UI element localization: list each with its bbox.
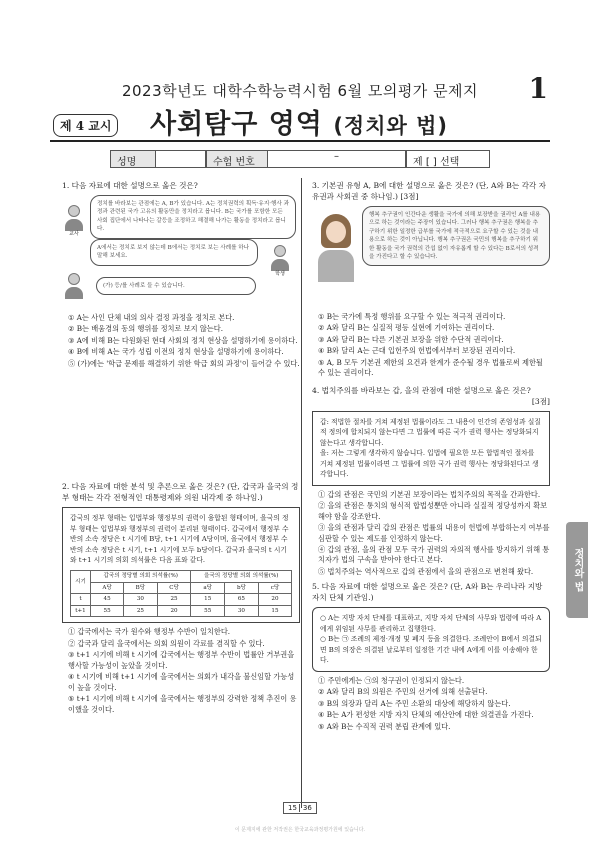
q2-box-text: 갑국의 정부 형태는 입법부와 행정부의 권력이 융합된 형태이며, 을국의 정부 형태는 입법부와 행정부의 권력이 분리된 형태이다. 갑국에서 행정부 수반의 소속 정당은 t 시기에 B당, t+1 시기에 A당이며, 을국에서 행정부 수반의 소속 정당은 t 시기, t+1 시기에 모두 b당이다. 갑국과 을국의 t 시기와 t+1 시기의 의회 의석률은 다음 표와 같다. [70, 514, 289, 565]
teacher-figure [64, 205, 84, 237]
page-current: 15 [288, 804, 297, 812]
table-cell: 30 [124, 594, 157, 606]
table-cell: 55 [191, 605, 224, 617]
q1-bubble-1: 정치를 바라보는 관점에는 A, B가 있습니다. A는 정치권력의 획득·유지·행사 과정과 관련된 국가 고유의 활동만을 정치라고 봅니다. B는 국가를 포함한 모든 사회 집단에서 나타나는 갈등을 조정하고 해결해 나가는 활동을 정치라고 봅니다. [90, 195, 296, 239]
q1-option[interactable]: ③ A에 비해 B는 다원화된 현대 사회의 정치 현상을 설명하기에 용이하다. [68, 335, 298, 345]
column-divider [301, 178, 302, 808]
table-header: c당 [258, 582, 291, 594]
q2-box [62, 507, 300, 623]
period-badge: 제 4 교시 [53, 114, 118, 137]
q1-option[interactable]: ④ B에 비해 A는 국가 성립 이전의 정치 현상을 설명하기에 용이하다. [68, 347, 284, 357]
presenter-figure [316, 214, 356, 284]
table-cell: 25 [157, 594, 191, 606]
q3-option[interactable]: ① B는 국가에 특정 행위를 요구할 수 있는 적극적 권리이다. [318, 312, 506, 321]
question-1 [62, 180, 300, 369]
header-rule [50, 140, 550, 142]
question-2 [62, 481, 300, 715]
student-figure [270, 245, 290, 277]
subject-main: 사회탐구 영역 [150, 109, 323, 140]
table-group-header: 을국의 정당별 의회 의석률(%) [191, 570, 292, 582]
q4-option[interactable]: ② 을의 관점은 통치의 형식적 합법성뿐만 아니라 실질적 정당성까지 확보해야 함을 강조한다. [318, 501, 548, 521]
q5-box [312, 607, 550, 672]
q1-option[interactable]: ① A는 사인 단체 내의 의사 결정 과정을 정치로 본다. [68, 313, 235, 322]
q3-option[interactable]: ③ A와 달리 B는 다른 기본권 보장을 위한 수단적 권리이다. [318, 334, 504, 344]
q3-scene [312, 206, 550, 306]
table-header: C당 [157, 582, 191, 594]
question-5 [312, 581, 550, 732]
q5-option[interactable]: ③ B의 의장과 달리 A는 주민 소환의 대상에 해당하지 않는다. [318, 698, 511, 708]
choice-label: 제 [ ] 선택 [406, 150, 490, 168]
q4-option[interactable]: ① 갑의 관점은 국민의 기본권 보장이라는 법치주의의 목적을 간과한다. [318, 489, 541, 499]
table-cell: 55 [90, 605, 123, 617]
teacher-label: 교사 [69, 231, 79, 237]
exam-no-field[interactable] [268, 150, 406, 168]
q3-option[interactable]: ④ B와 달리 A는 근대 입헌주의 헌법에서부터 보장된 권리이다. [318, 346, 516, 356]
table-cell: t [71, 594, 91, 606]
subject-title [150, 102, 448, 141]
q2-option[interactable]: ② 갑국과 달리 을국에서는 의회 의원이 각료를 겸직할 수 있다. [68, 638, 265, 648]
q4-statement-eul: 을: 저는 그렇게 생각하지 않습니다. 입법에 필요한 모든 합법적인 절차를 거쳐 제정된 법률이라면 그 법률에 의한 국가 권력 행사는 정당화된다고 생각합니다. [320, 449, 539, 479]
table-cell: 20 [157, 605, 191, 617]
table-cell: t+1 [71, 605, 91, 617]
student-label: 학생 [275, 271, 285, 277]
q2-option[interactable]: ⑤ t+1 시기에 비해 t 시기에 을국에서는 행정부의 강력한 정책 추진이 용이했을 것이다. [68, 694, 297, 714]
q4-points: [3점] [531, 396, 550, 406]
q3-stem: 3. 기본권 유형 A, B에 대한 설명으로 옳은 것은? (단, A와 B는 각각 자유권과 사회권 중 하나임.) [3점] [312, 181, 546, 201]
page-indicator [283, 802, 317, 814]
q5-option[interactable]: ② A와 달리 B의 의원은 주민의 선거에 의해 선출된다. [318, 687, 488, 697]
q5-option[interactable]: ④ B는 A가 편성한 지방 자치 단체의 예산안에 대한 의결권을 가진다. [318, 710, 534, 720]
teacher-figure-2 [64, 273, 84, 301]
q5-option[interactable]: ⑤ A와 B는 수직적 권력 분립 관계에 있다. [318, 721, 451, 731]
q5-stem: 5. 다음 자료에 대한 설명으로 옳은 것은? (단, A와 B는 우리나라 지방 자치 단체 기관임.) [312, 582, 543, 603]
q4-option[interactable]: ④ 갑의 관점, 을의 관점 모두 국가 권력의 자의적 행사를 방지하기 위해 통치자가 법의 구속을 받아야 한다고 본다. [318, 545, 550, 565]
table-cell: 20 [258, 594, 291, 606]
name-bar [110, 150, 490, 168]
subject-sub: (정치와 법) [333, 114, 448, 138]
name-label: 성명 [110, 150, 156, 168]
table-cell: 65 [224, 594, 258, 606]
q4-box [312, 411, 550, 486]
subject-side-tab: 정치와 법 [566, 522, 588, 618]
name-field[interactable] [156, 150, 206, 168]
table-header: A당 [90, 582, 123, 594]
table-row [71, 594, 292, 606]
table-group-header: 갑국의 정당별 의회 의석률(%) [90, 570, 190, 582]
exam-title: 2023학년도 대학수학능력시험 6월 모의평가 문제지 [121, 82, 479, 100]
q2-stem: 2. 다음 자료에 대한 분석 및 추론으로 옳은 것은? (단, 갑국과 을국의 정부 형태는 각각 전형적인 대통령제와 의원 내각제 중 하나임.) [62, 482, 299, 503]
table-cell: 25 [124, 605, 157, 617]
table-header: B당 [124, 582, 157, 594]
q2-option[interactable]: ① 갑국에서는 국가 원수와 행정부 수반이 일치한다. [68, 627, 231, 637]
table-cell: 15 [258, 605, 291, 617]
table-cell: 45 [90, 594, 123, 606]
table-cell: 15 [191, 594, 224, 606]
copyright-footer: 이 문제지에 관한 저작권은 한국교육과정평가원에 있습니다. [234, 827, 366, 833]
q1-bubble-3: (가) 등/를 사례로 들 수 있습니다. [96, 277, 256, 295]
q4-stem [312, 385, 550, 407]
table-header: b당 [224, 582, 258, 594]
table-cell: 30 [224, 605, 258, 617]
q4-option[interactable]: ⑤ 법치주의는 역사적으로 갑의 관점에서 을의 관점으로 변천해 왔다. [318, 566, 534, 576]
q2-option[interactable]: ④ t 시기에 비해 t+1 시기에 을국에서는 의회가 내각을 불신임할 가능성이 높을 것이다. [68, 672, 295, 692]
q3-bubble: 행복 추구권이 인간다운 생활을 국가에 의해 보장받을 권리인 A를 내용으로 하는 것이라는 주장이 있습니다. 그러나 행복 추구권은 행복을 추구하기 위한 일정한 급부를 국가에 적극적으로 요구할 수 있는 것을 내용으로 하는 것이 아닙니다. 행복 추구권은 국민의 행복을 추구하기 위한 활동을 국가 권력의 간섭 없이 자유롭게 할 수 있다는 B로서의 성격을 가진다고 할 수 있습니다. [362, 206, 550, 266]
q2-table [70, 570, 292, 618]
q1-option[interactable]: ⑤ (가)에는 '학급 문제를 해결하기 위한 학급 회의 과정'이 들어갈 수 있다. [68, 358, 300, 368]
q4-stem-text: 4. 법치주의를 바라보는 갑, 을의 관점에 대한 설명으로 옳은 것은? [312, 385, 531, 395]
q1-scene [62, 195, 300, 307]
table-header: 시기 [71, 570, 91, 593]
right-column [312, 180, 550, 733]
exam-no-label: 수험 번호 [206, 150, 268, 168]
table-header: a당 [191, 582, 224, 594]
q4-statement-gap: 갑: 적법한 절차를 거쳐 제정된 법률이라도 그 내용이 인간의 존엄성과 실질적 정의에 합치되지 않는다면 그 법률에 따른 국가 권력 행사는 정당화되지 않는다고 생각합니다. [320, 417, 541, 447]
left-column [62, 180, 300, 716]
q1-bubble-2: A에서는 정치로 보지 않는데 B에서는 정치로 보는 사례를 하나 말해 보세요. [90, 239, 258, 266]
question-4 [312, 385, 550, 578]
q5-item-b: ○ B는 ㉠ 조례의 제정·개정 및 폐지 등을 의결한다. 조례안이 B에서 의결되면 B의 의장은 의결된 날로부터 일정한 기간 내에 A에게 이를 이송해야 한다. [320, 635, 542, 665]
q3-option[interactable]: ② A와 달리 B는 실질적 평등 실현에 기여하는 권리이다. [318, 323, 495, 333]
q4-option[interactable]: ③ 을의 관점과 달리 갑의 관점은 법률의 내용이 헌법에 부합하는지 여부를 심판할 수 있는 제도를 인정하지 않는다. [318, 523, 550, 543]
page-number: 1 [528, 72, 548, 105]
question-3 [312, 180, 550, 379]
q1-stem: 1. 다음 자료에 대한 설명으로 옳은 것은? [62, 181, 198, 190]
q1-option[interactable]: ② B는 배움경의 동의 행위를 정치로 보지 않는다. [68, 324, 223, 334]
exam-no-dash: – [334, 151, 339, 162]
q5-item-a: ○ A는 지방 자치 단체를 대표하고, 지방 자치 단체의 사무와 법령에 따라 A에게 위임된 사무를 관리하고 집행한다. [320, 614, 542, 633]
q3-option[interactable]: ⑤ A, B 모두 기본권 제한의 요건과 한계가 준수될 경우 법률로써 제한될 수 있는 권리이다. [318, 357, 543, 378]
q5-option[interactable]: ① 주민에게는 ㉠의 청구권이 인정되지 않는다. [318, 675, 465, 685]
q2-option[interactable]: ③ t+1 시기에 비해 t 시기에 갑국에서는 행정부 수반이 법률안 거부권을 행사할 가능성이 높았을 것이다. [68, 650, 295, 670]
page-total: 36 [299, 804, 312, 812]
table-row [71, 605, 292, 617]
